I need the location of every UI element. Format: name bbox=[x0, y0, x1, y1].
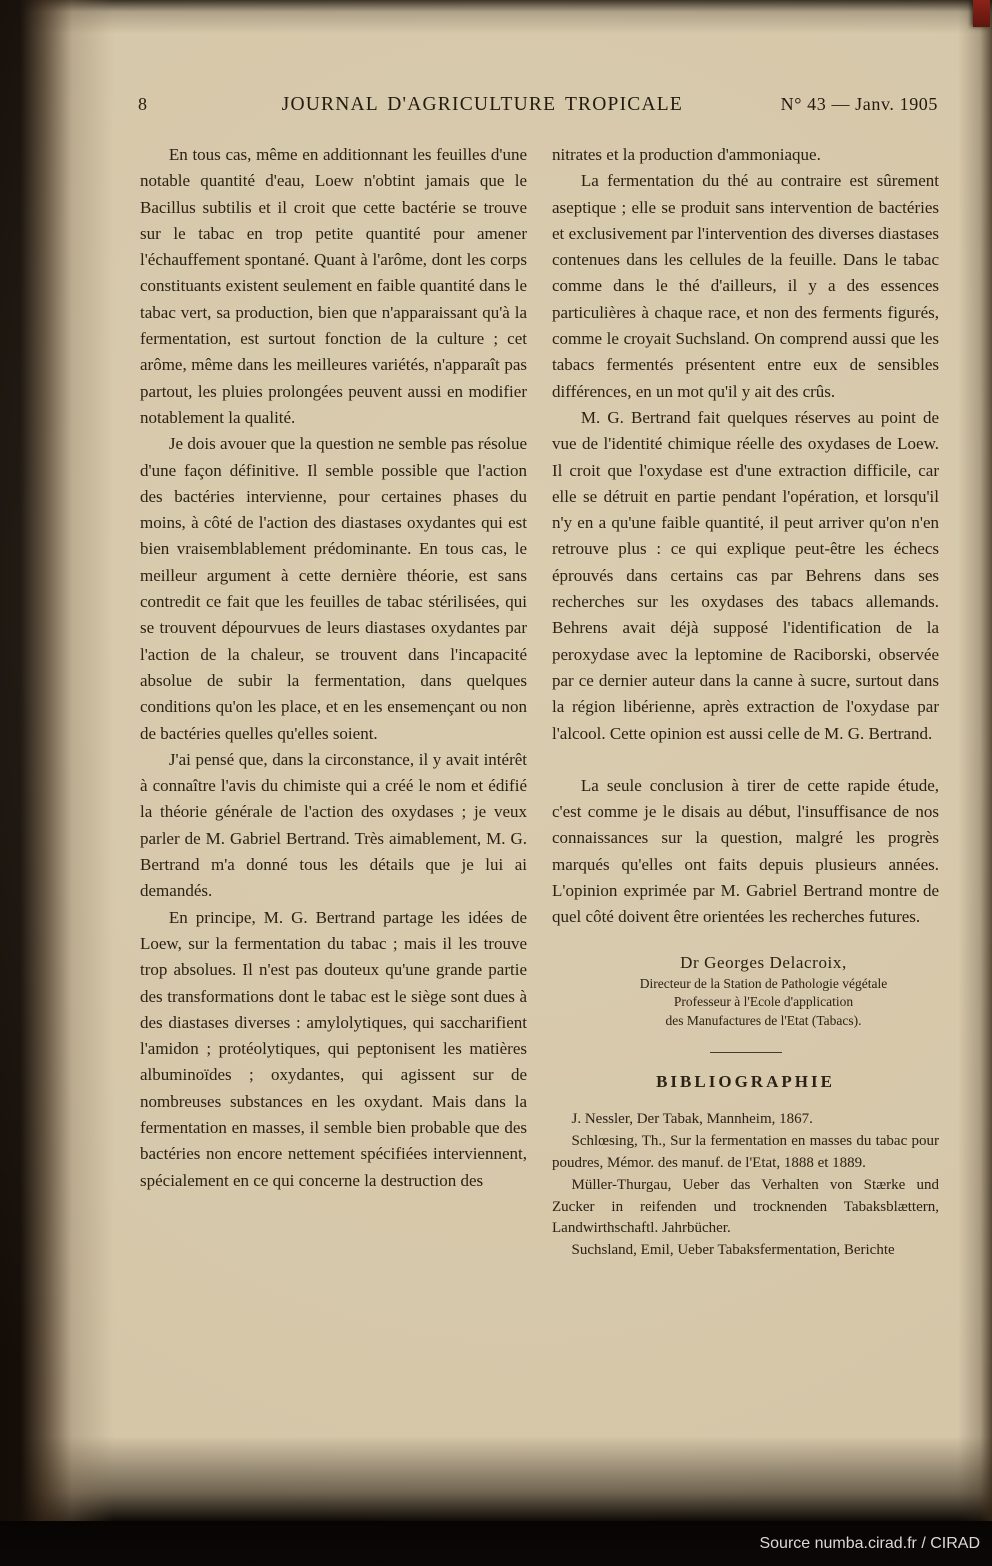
right-column bbox=[552, 142, 939, 1262]
left-column bbox=[140, 142, 527, 1262]
bibliography-entry: J. Nessler, Der Tabak, Mannheim, 1867. bbox=[571, 1111, 813, 1128]
source-attribution: Source numba.cirad.fr / CIRAD bbox=[759, 1534, 980, 1552]
bibliography-entry: Müller-Thurgau, Ueber das Verhalten von Stærke und Zucker in reifenden und trocknenden Tabaksblættern, Landwirthschaftl. Jahrbücher. bbox=[552, 1176, 939, 1237]
scan-footer-strip bbox=[0, 1521, 992, 1566]
paragraph: Je dois avouer que la question ne semble pas résolue d'une façon définitive. Il semble possible que l'action des bactéries intervienne, pour certaines phases du moins, à côté de l'action des diastases oxydantes qui est bien vraisemblablement prédominante. En tous cas, le meilleur argument à cette dernière théorie, est sans contredit ce fait que les feuilles de tabac stérilisées, qui se trouvent dépourvues de leurs diastases oxydantes par l'action de la chaleur, se trouvent dans l'incapacité absolue de subir la fermentation, dans quelques conditions qu'on les place, et en les ensemençant ou non de bactéries quelles qu'elles soient. bbox=[140, 434, 527, 743]
signature-title-1: Directeur de la Station de Pathologie végétale bbox=[639, 975, 888, 991]
signature-title-3: des Manufactures de l'Etat (Tabacs). bbox=[665, 1012, 862, 1028]
bibliography-list bbox=[552, 1109, 939, 1262]
paragraph: La fermentation du thé au contraire est sûrement aseptique ; elle se produit sans intervention de bactéries et exclusivement par l'intervention des diverses diastases contenues dans les cellules de la feuille. Dans le tabac comme dans le thé d'ailleurs, il y a des essences particulières à chaque race, et non des ferments figurés, comme le croyait Suchsland. On comprend aussi que les tabacs fermentés présentent entre eux de sensibles différences, en un mot qu'il y ait des crûs. bbox=[552, 171, 939, 401]
bibliography-entry: Schlœsing, Th., Sur la fermentation en masses du tabac pour poudres, Mémor. des manuf. de l'Etat, 1888 et 1889. bbox=[552, 1133, 939, 1171]
red-bookmark-ribbon bbox=[973, 0, 990, 27]
issue-info: N° 43 — Janv. 1905 bbox=[780, 94, 938, 114]
paragraph-continuation: nitrates et la production d'ammoniaque. bbox=[552, 145, 821, 164]
text-columns bbox=[140, 142, 940, 1262]
paragraph: En tous cas, même en additionnant les feuilles d'une notable quantité d'eau, Loew n'obtint jamais que le Bacillus subtilis et il croit que cette bactérie se trouve sur le tabac en trop petite quantité pour amener l'échauffement spontané. Quant à l'arôme, dont les corps constituants existent seulement en faible quantité dans le tabac vert, sa production, bien que n'apparaissant qu'à la fermentation, est surtout fonction de la culture ; cet arôme, même dans les meilleures variétés, n'apparaît pas partout, les pluies prolongées peuvent aussi en modifier notablement la qualité. bbox=[140, 145, 527, 427]
journal-title: JOURNAL D'AGRICULTURE TROPICALE bbox=[281, 94, 683, 115]
paragraph: La seule conclusion à tirer de cette rapide étude, c'est comme je le disais au début, l'insuffisance de nos connaissances sur la question, malgré les progrès marqués qu'elles ont faits depuis plusieurs années. L'opinion exprimée par M. Gabriel Bertrand montre de quel côté doivent être orientées les recherches futures. bbox=[552, 775, 939, 927]
paragraph: M. G. Bertrand fait quelques réserves au point de vue de l'identité chimique réelle des oxydases de Loew. Il croit que l'oxydase est d'une extraction difficile, car elle se détruit en partie pendant l'opération, et lorsqu'il n'y en a qu'une faible quantité, il peut arriver qu'on n'en retrouve plus : ce qui explique peut-être les échecs éprouvés dans certains cas par Behrens dans ses recherches sur les oxydases des tabacs allemands. Behrens avait déjà supposé l'identification de la peroxydase avec la leptomine de Raciborski, observée par ce dernier auteur dans la canne à sucre, surtout dans la région libérienne, après extraction de l'oxydase par l'alcool. Cette opinion est aussi celle de M. G. Bertrand. bbox=[552, 407, 939, 743]
page-number: 8 bbox=[138, 94, 147, 114]
signature-author: Dr Georges Delacroix, bbox=[680, 952, 847, 972]
page-header bbox=[138, 94, 938, 116]
signature-title-2: Professeur à l'Ecole d'application bbox=[673, 994, 854, 1010]
section-divider bbox=[710, 1052, 782, 1053]
signature-block bbox=[552, 951, 939, 1031]
bibliography-heading: BIBLIOGRAPHIE bbox=[656, 1072, 835, 1092]
paragraph: J'ai pensé que, dans la circonstance, il y avait intérêt à connaître l'avis du chimiste qui a créé le nom et édifié la théorie générale de l'action des oxydases ; je veux parler de M. Gabriel Bertrand. Très aimablement, M. G. Bertrand m'a donné tous les détails que je lui ai demandés. bbox=[140, 749, 527, 901]
bibliography-entry: Suchsland, Emil, Ueber Tabaksfermentation, Berichte bbox=[571, 1242, 895, 1259]
paragraph: En principe, M. G. Bertrand partage les idées de Loew, sur la fermentation du tabac ; mais il les trouve trop absolues. Il n'est pas douteux qu'une grande partie des transformations dont le tabac est le siège sont dues à des diastases diverses : amylolytiques, qui saccharifient l'amidon ; protéolytiques, qui peptonisent les matières albuminoïdes ; oxydantes, qui agissent sur de nombreuses substances en les oxydant. Mais dans la fermentation en masses, il semble bien probable que des bactéries non encore nettement spécifiées interviennent, spécialement en ce qui concerne la destruction des bbox=[140, 907, 527, 1190]
